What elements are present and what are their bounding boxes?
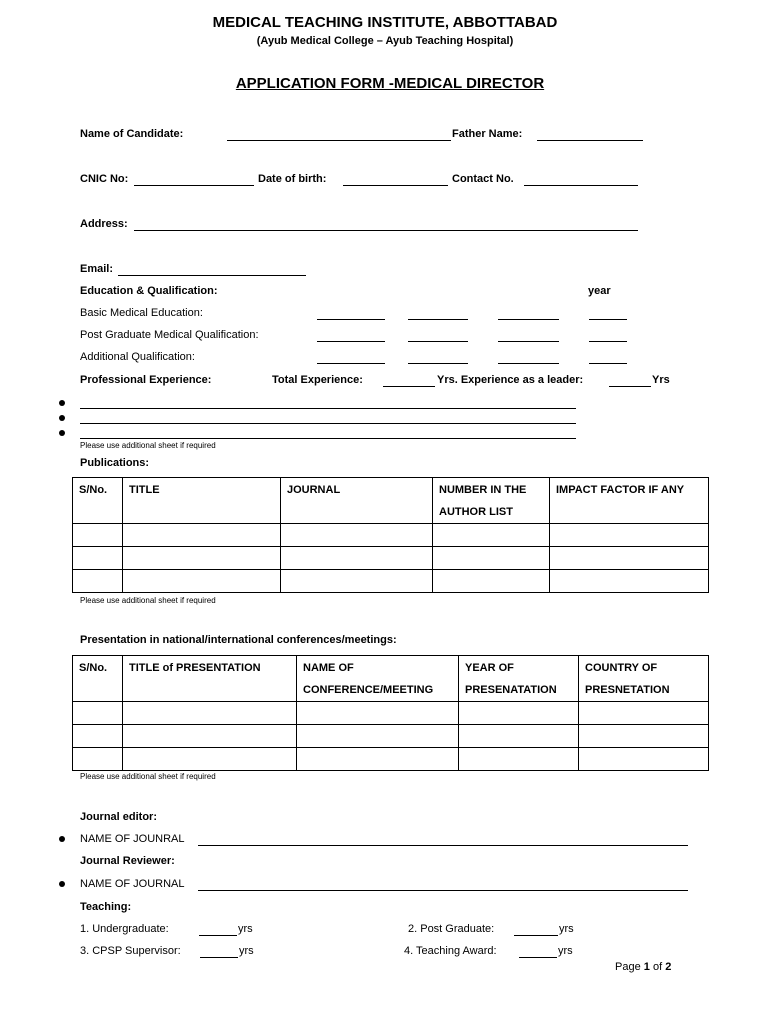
father-name-label: Father Name:: [452, 128, 523, 140]
of-word: of: [652, 961, 663, 973]
postgraduate-label: 2. Post Graduate:: [408, 923, 495, 935]
teaching-award-label: 4. Teaching Award:: [404, 945, 497, 957]
undergraduate-label: 1. Undergraduate:: [80, 923, 169, 935]
col-header-presentation-title: TITLE of PRESENTATION: [123, 656, 297, 702]
basic-education-label: Basic Medical Education:: [80, 307, 203, 319]
col-header-journal: JOURNAL: [281, 478, 433, 524]
yrs-label: yrs: [239, 945, 254, 957]
additional-sheet-note: Please use additional sheet if required: [80, 441, 216, 450]
total-experience-label: Total Experience:: [272, 374, 363, 386]
leader-experience-input-line[interactable]: [609, 386, 651, 387]
col-header-sno: S/No.: [73, 478, 123, 524]
yrs-label: yrs: [559, 923, 574, 935]
bullet-icon: [59, 836, 65, 842]
col-header-author-position: NUMBER IN THE AUTHOR LIST: [433, 478, 550, 524]
experience-entry-line[interactable]: [80, 408, 576, 409]
bullet-icon: [59, 415, 65, 421]
journal-editor-heading: Journal editor:: [80, 811, 158, 823]
additional-qualification-label: Additional Qualification:: [80, 351, 195, 363]
additional-sheet-note: Please use additional sheet if required: [80, 596, 216, 605]
bullet-icon: [59, 400, 65, 406]
presentations-heading: Presentation in national/international conferences/meetings:: [80, 634, 397, 646]
address-input-line[interactable]: [134, 230, 638, 231]
table-row[interactable]: [73, 748, 709, 771]
education-line[interactable]: [408, 363, 468, 364]
table-row[interactable]: [73, 702, 709, 725]
journal-reviewer-heading: Journal Reviewer:: [80, 855, 175, 867]
cpsp-supervisor-label: 3. CPSP Supervisor:: [80, 945, 181, 957]
page-word: Page: [615, 961, 641, 973]
dob-input-line[interactable]: [343, 185, 448, 186]
table-header-row: [73, 478, 709, 524]
cnic-input-line[interactable]: [134, 185, 254, 186]
education-line[interactable]: [498, 341, 559, 342]
education-line[interactable]: [317, 341, 385, 342]
education-year-line[interactable]: [589, 363, 627, 364]
table-row[interactable]: [73, 524, 709, 547]
contact-label: Contact No.: [452, 173, 514, 185]
address-label: Address:: [80, 218, 128, 230]
contact-input-line[interactable]: [524, 185, 638, 186]
col-header-impact-factor: IMPACT FACTOR IF ANY: [550, 478, 709, 524]
total-experience-input-line[interactable]: [383, 386, 435, 387]
education-line[interactable]: [408, 319, 468, 320]
publications-heading: Publications:: [80, 457, 150, 469]
year-label: year: [588, 285, 611, 297]
table-header-row: [73, 656, 709, 702]
yrs-label: yrs: [558, 945, 573, 957]
undergraduate-input-line[interactable]: [199, 935, 237, 936]
col-header-sno: S/No.: [73, 656, 123, 702]
education-year-line[interactable]: [589, 341, 627, 342]
education-heading: Education & Qualification:: [80, 285, 218, 297]
teaching-award-input-line[interactable]: [519, 957, 557, 958]
journal-editor-label: NAME OF JOUNRAL: [80, 833, 185, 845]
cpsp-supervisor-input-line[interactable]: [200, 957, 238, 958]
email-input-line[interactable]: [118, 275, 306, 276]
institute-title: MEDICAL TEACHING INSTITUTE, ABBOTTABAD: [212, 14, 558, 31]
institute-subtitle: (Ayub Medical College – Ayub Teaching Hospital): [256, 35, 514, 47]
page-number: 1: [643, 961, 650, 973]
page-indicator: [615, 961, 671, 973]
experience-entry-line[interactable]: [80, 438, 576, 439]
education-line[interactable]: [408, 341, 468, 342]
education-year-line[interactable]: [589, 319, 627, 320]
additional-sheet-note: Please use additional sheet if required: [80, 772, 216, 781]
yrs-label: yrs: [238, 923, 253, 935]
col-header-title: TITLE: [123, 478, 281, 524]
name-input-line[interactable]: [227, 140, 451, 141]
form-title: APPLICATION FORM -MEDICAL DIRECTOR: [235, 75, 545, 92]
leader-experience-label: Yrs. Experience as a leader:: [437, 374, 584, 386]
education-line[interactable]: [498, 363, 559, 364]
col-header-country: COUNTRY OF PRESNETATION: [579, 656, 709, 702]
education-line[interactable]: [317, 319, 385, 320]
father-name-input-line[interactable]: [537, 140, 643, 141]
name-label: Name of Candidate:: [80, 128, 184, 140]
postgraduate-input-line[interactable]: [514, 935, 558, 936]
table-row[interactable]: [73, 725, 709, 748]
education-line[interactable]: [317, 363, 385, 364]
col-header-conference: NAME OF CONFERENCE/MEETING: [297, 656, 459, 702]
table-row[interactable]: [73, 570, 709, 593]
experience-entry-line[interactable]: [80, 423, 576, 424]
presentations-table: [72, 655, 709, 771]
col-header-year: YEAR OF PRESENATATION: [459, 656, 579, 702]
bullet-icon: [59, 881, 65, 887]
education-line[interactable]: [498, 319, 559, 320]
experience-heading: Professional Experience:: [80, 374, 212, 386]
teaching-heading: Teaching:: [80, 901, 132, 913]
journal-editor-input-line[interactable]: [198, 845, 688, 846]
journal-reviewer-label: NAME OF JOURNAL: [80, 878, 185, 890]
yrs-label: Yrs: [652, 374, 670, 386]
journal-reviewer-input-line[interactable]: [198, 890, 688, 891]
postgrad-qualification-label: Post Graduate Medical Qualification:: [80, 329, 259, 341]
email-label: Email:: [80, 263, 114, 275]
page-total: 2: [665, 961, 672, 973]
table-row[interactable]: [73, 547, 709, 570]
publications-table: [72, 477, 709, 593]
bullet-icon: [59, 430, 65, 436]
dob-label: Date of birth:: [258, 173, 327, 185]
cnic-label: CNIC No:: [80, 173, 129, 185]
